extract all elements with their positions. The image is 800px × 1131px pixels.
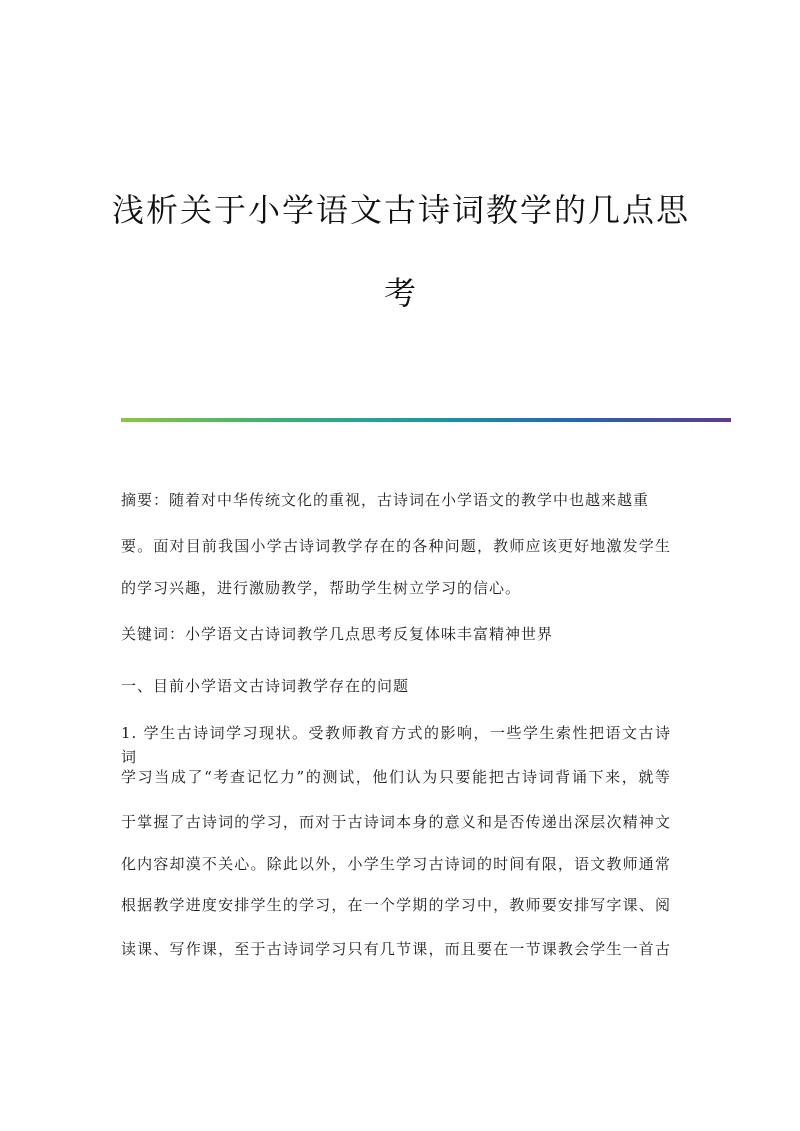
paragraph-line: 1. 学生古诗词学习现状。受教师教育方式的影响，一些学生索性把语文古诗词 [121,724,671,766]
divider-bar [121,418,731,422]
title-line: 浅析关于小学语文古诗词教学的几点思 [111,191,690,229]
abstract-line: 摘要：随着对中华传统文化的重视，古诗词在小学语文的教学中也越来越重 [121,491,650,509]
paragraph-line: 根据教学进度安排学生的学习，在一个学期的学习中，教师要安排写字课、阅 [121,896,671,914]
section-heading: 一、目前小学语文古诗词教学存在的问题 [121,677,410,695]
keywords-line: 关键词：小学语文古诗词教学几点思考反复体味丰富精神世界 [121,625,554,643]
abstract-line: 的学习兴趣，进行激励教学，帮助学生树立学习的信心。 [121,579,522,597]
paragraph-line: 读课、写作课，至于古诗词学习只有几节课，而且要在一节课教会学生一首古 [121,940,671,958]
paragraph-line: 化内容却漠不关心。除此以外，小学生学习古诗词的时间有限，语文教师通常 [121,855,671,873]
paragraph-line: 于掌握了古诗词的学习，而对于古诗词本身的意义和是否传递出深层次精神文 [121,813,671,831]
abstract-line: 要。面对目前我国小学古诗词教学存在的各种问题，教师应该更好地激发学生 [121,537,671,555]
title-line: 考 [383,274,418,312]
paragraph-line: 学习当成了“考查记忆力”的测试，他们认为只要能把古诗词背诵下来，就等 [121,768,671,786]
